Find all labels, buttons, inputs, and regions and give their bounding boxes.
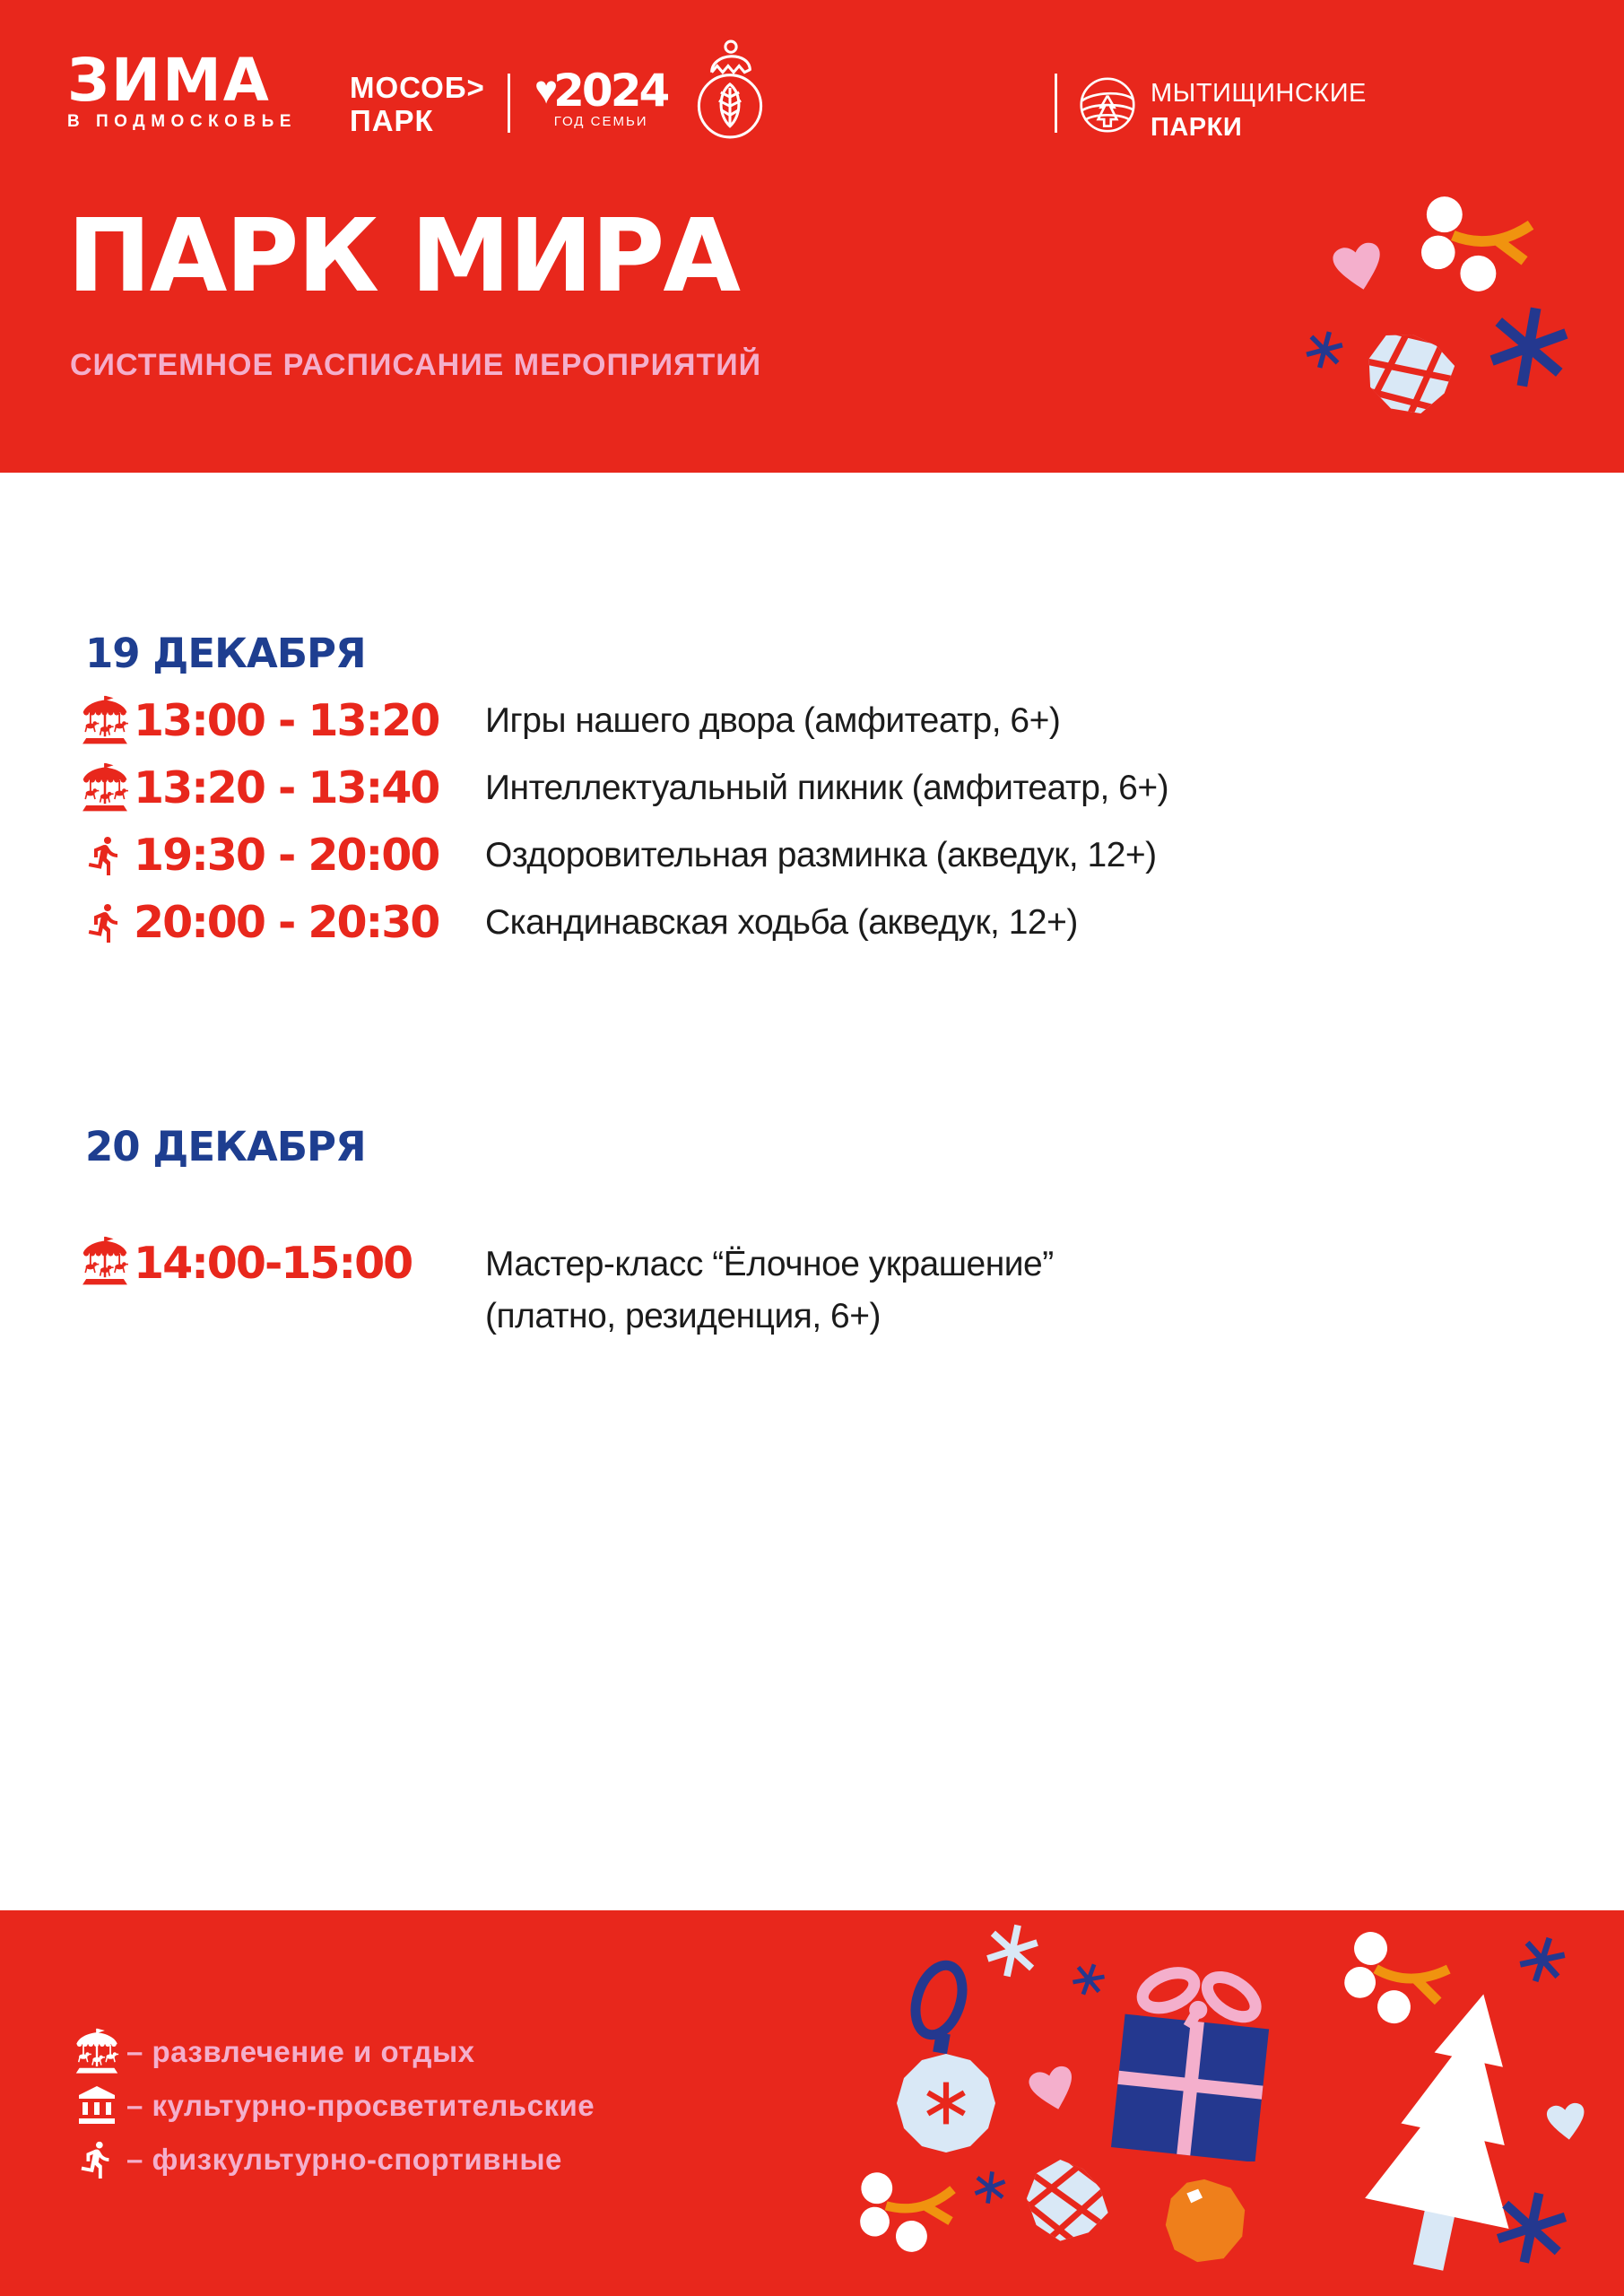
legend-label: – культурно-просветительские (126, 2089, 595, 2122)
zima-logo (67, 46, 297, 132)
carousel-icon (67, 2028, 126, 2076)
snowflake-medium-icon (1518, 1935, 1567, 1984)
mytishchi-line1: МЫТИЩИНСКИЕ (1151, 79, 1367, 108)
heart-decoration-icon (1541, 2098, 1592, 2145)
ornament-ball-icon (883, 1951, 1009, 2175)
gift-box-icon (1096, 1953, 1286, 2161)
winter-leaf-logo-icon (689, 39, 771, 142)
lattice-ornament-icon (1019, 2152, 1120, 2251)
events-dec20 (76, 1236, 1054, 1340)
mosobpark-line2: ПАРК (350, 103, 434, 137)
event-row (76, 754, 1168, 822)
legend-item (67, 2079, 595, 2133)
mosobpark-line1: МОСОБ> (350, 71, 485, 104)
runner-icon (67, 2137, 126, 2182)
mytishchi-parks-logo-icon (1078, 75, 1137, 135)
legend-label: – физкультурно-спортивные (126, 2143, 562, 2176)
event-title: Мастер-класс “Ёлочное украшение” (485, 1245, 1054, 1283)
carousel-icon (76, 1236, 134, 1288)
event-row (76, 889, 1168, 956)
snowflake-small-icon (973, 2170, 1007, 2205)
event-title: Интеллектуальный пикник (амфитеатр, 6+) (485, 768, 1169, 807)
event-time: 20:00 - 20:30 (134, 897, 439, 948)
zima-logo-title: ЗИМА (67, 46, 271, 115)
event-row (76, 687, 1168, 754)
event-title: Скандинавская ходьба (акведук, 12+) (485, 902, 1078, 942)
event-row (76, 822, 1168, 889)
page-subtitle: СИСТЕМНОЕ РАСПИСАНИЕ МЕРОПРИЯТИЙ (70, 348, 762, 382)
logo-divider-left (508, 74, 510, 133)
mosobpark-logo (350, 72, 485, 138)
snowflake-large-icon (1487, 305, 1571, 389)
berries-decoration-icon (855, 2158, 969, 2263)
museum-icon (67, 2084, 126, 2127)
legend-item (67, 2025, 595, 2079)
lattice-ornament-icon (1357, 318, 1469, 426)
year-number: 2024 (553, 65, 668, 117)
event-time: 14:00-15:00 (134, 1238, 413, 1289)
mandarin-icon (1159, 2170, 1249, 2267)
event-time: 13:20 - 13:40 (134, 762, 439, 813)
mytishchi-parks-logo (1151, 79, 1367, 143)
mytishchi-line2: ПАРКИ (1151, 113, 1243, 142)
legend (67, 2025, 595, 2187)
runner-icon (76, 899, 134, 947)
day-heading-dec19: 19 ДЕКАБРЯ (85, 630, 366, 677)
header-band (0, 0, 1624, 473)
snowflake-large-icon (1494, 2190, 1569, 2266)
page-title: ПАРК МИРА (67, 198, 739, 315)
legend-label: – развлечение и отдых (126, 2035, 475, 2068)
carousel-icon (76, 762, 134, 814)
snowflake-small-icon (1305, 330, 1344, 370)
event-time: 13:00 - 13:20 (134, 695, 439, 746)
event-title: Оздоровительная разминка (акведук, 12+) (485, 835, 1157, 874)
carousel-icon (76, 695, 134, 747)
year-of-family-logo (534, 65, 668, 129)
berries-decoration-icon (1421, 190, 1542, 298)
event-note: (платно, резиденция, 6+) (485, 1297, 881, 1335)
logo-divider-right (1055, 74, 1057, 133)
runner-icon (76, 831, 134, 880)
events-dec19 (76, 687, 1168, 956)
zima-logo-subtitle: В ПОДМОСКОВЬЕ (67, 111, 297, 131)
heart-decoration-icon (1021, 2058, 1084, 2118)
event-time: 19:30 - 20:00 (134, 830, 439, 881)
year-caption: ГОД СЕМЬИ (553, 114, 648, 129)
event-row (76, 1236, 1054, 1340)
legend-item (67, 2133, 595, 2187)
event-title: Игры нашего двора (амфитеатр, 6+) (485, 700, 1061, 740)
heart-2024-icon: ♥ (534, 68, 559, 112)
footer-band (0, 1910, 1624, 2296)
heart-decoration-icon (1325, 235, 1393, 298)
day-heading-dec20: 20 ДЕКАБРЯ (85, 1123, 366, 1170)
